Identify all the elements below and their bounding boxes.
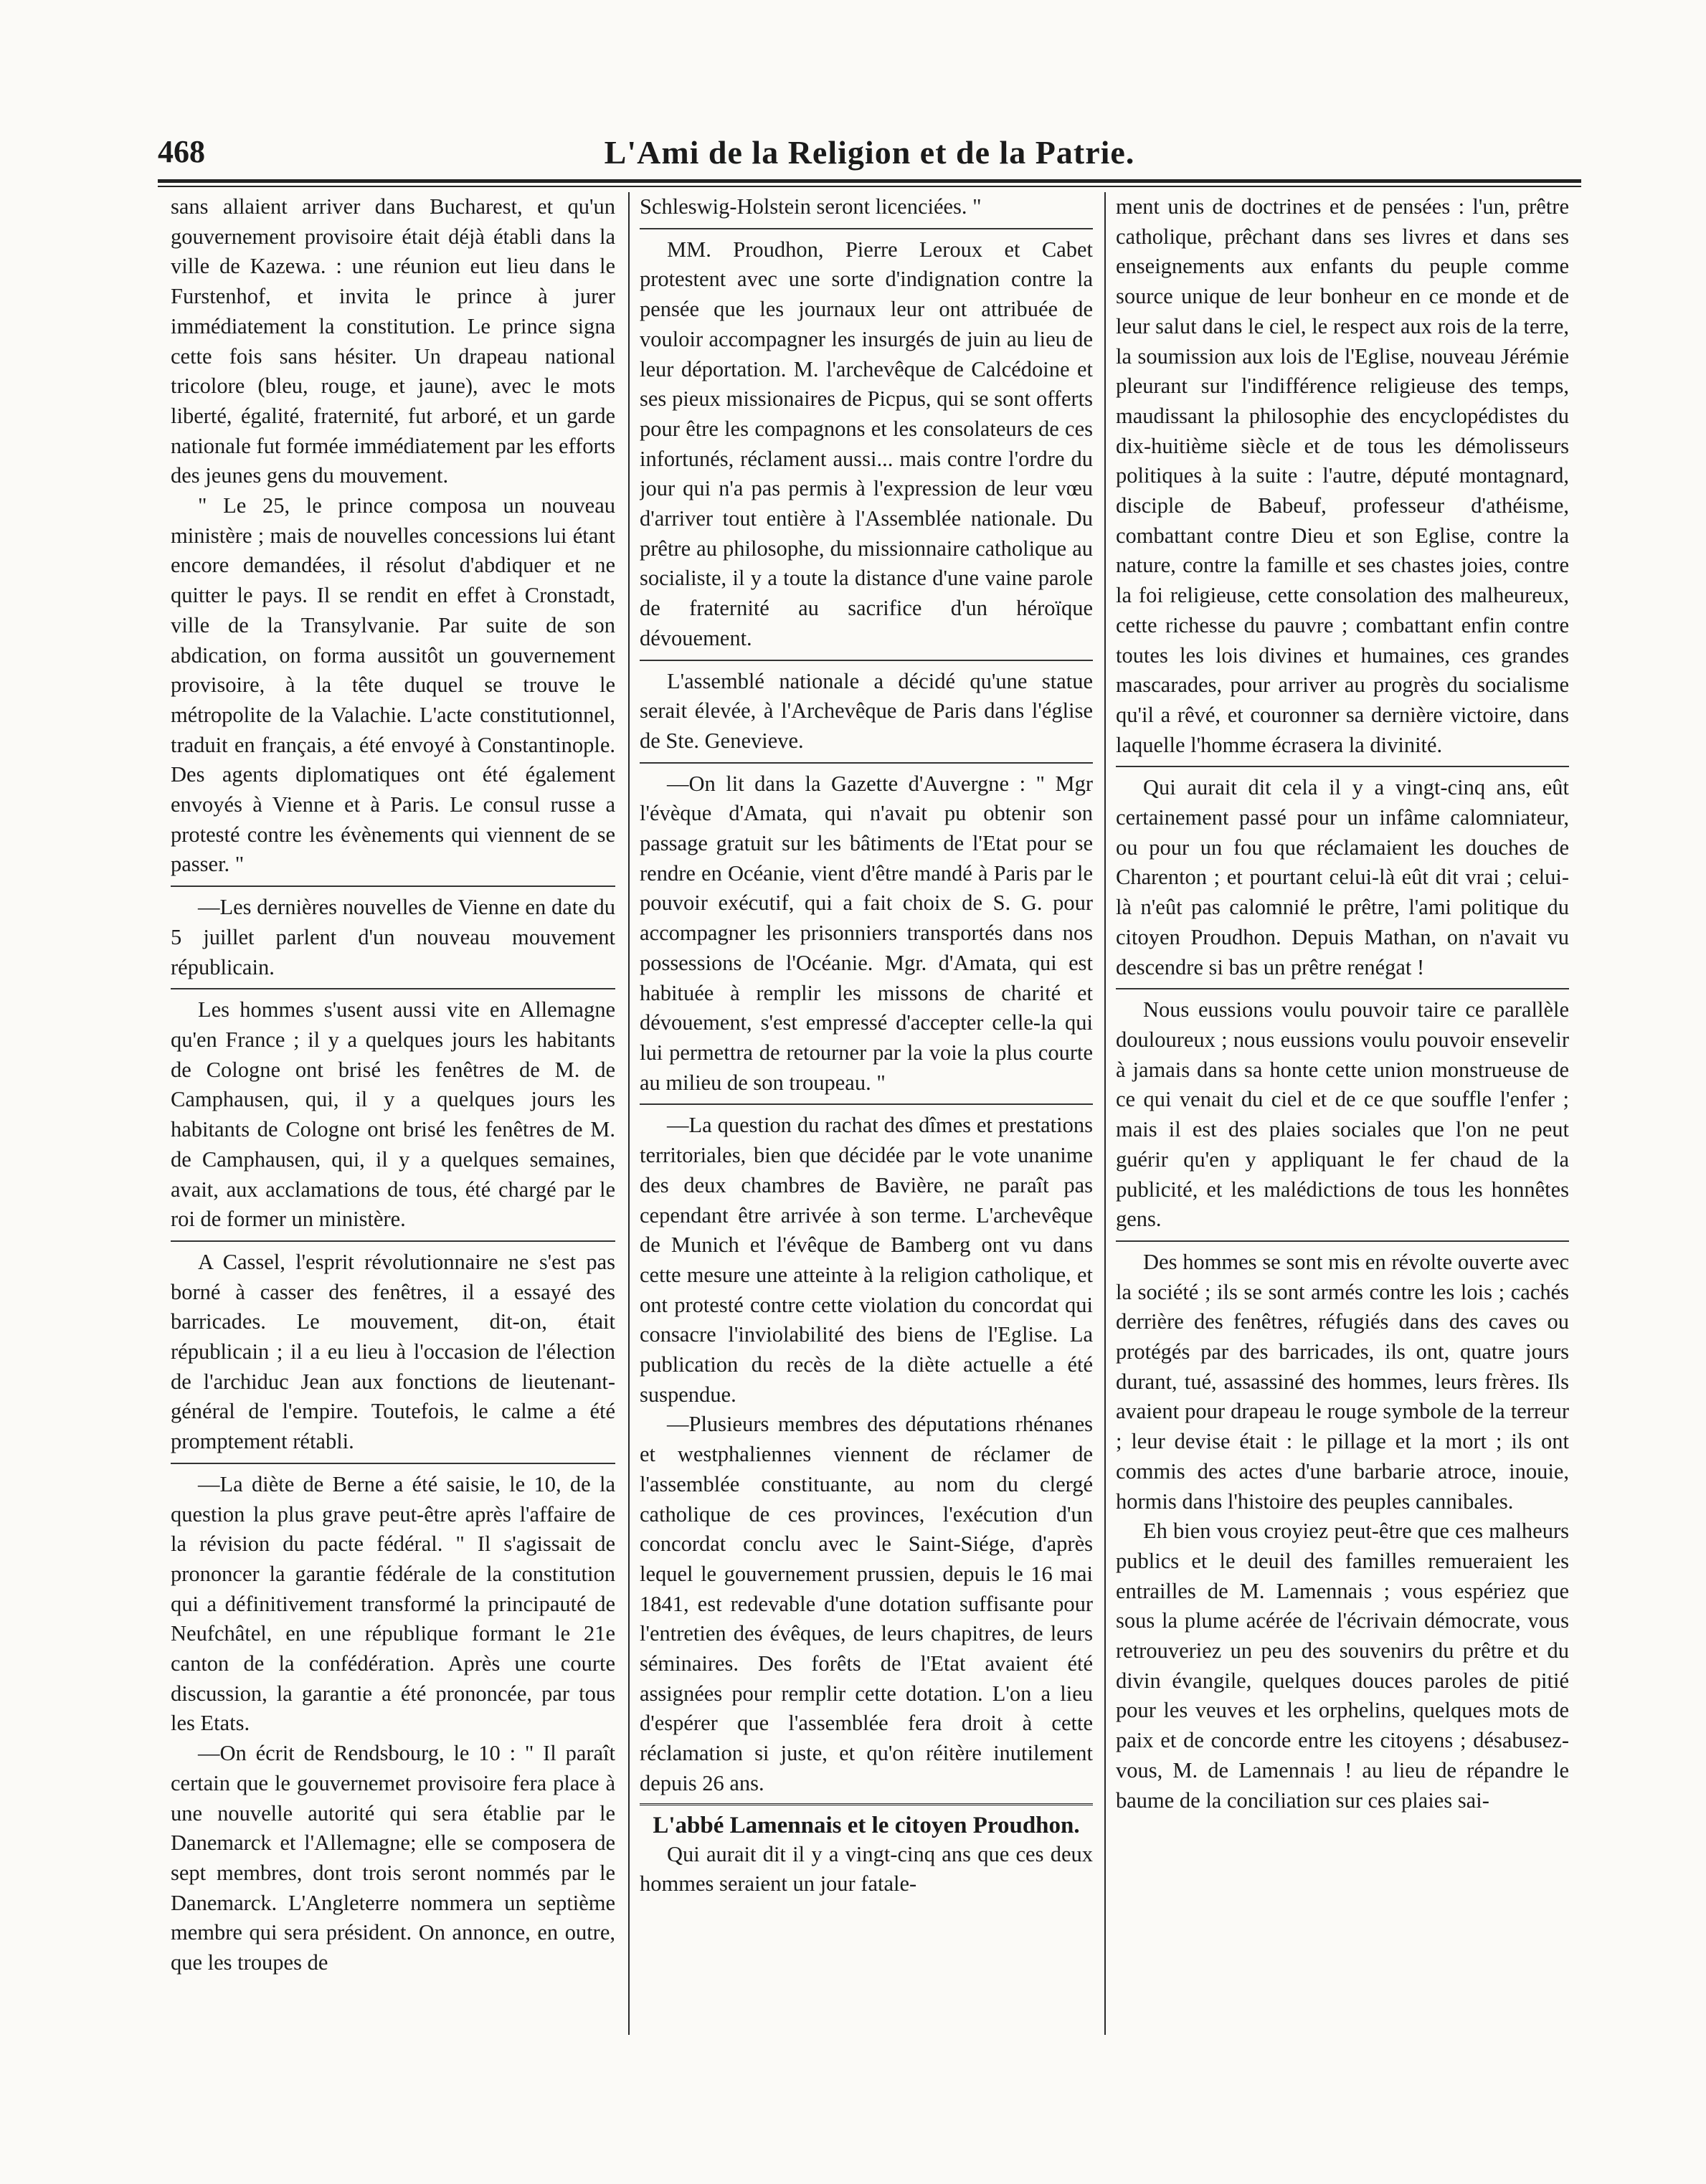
paragraph: —Les dernières nouvelles de Vienne en date du 5 juillet parlent d'un nouveau mouvement républicain. [171,895,615,979]
paragraph: L'assemblé nationale a décidé qu'une statue serait élevée, à l'Archevêque de Paris dans l'église de Ste. Genevieve. [640,668,1093,753]
separator [640,228,1093,229]
paragraph: —On lit dans la Gazette d'Auvergne : " Mgr l'évèque d'Amata, qui n'avait pu obtenir son passage gratuit sur les bâtiments de l'Etat pour se rendre en Océanie, vient d'être mandé à Paris par le pouvoir exécutif, qui a fait choix de S. G. pour accompagner les prisonniers transportés dans nos possessions de l'Océanie. Mgr. d'Amata, qui est habituée à remplir les missons de charité et dévouement, s'est empressé d'accepter celle-la qui lui permettra de retourner par la voie la plus courte au milieu de son troupeau. " [640,771,1093,1095]
separator [171,1463,615,1464]
column-1 [171,192,615,2035]
separator [1116,766,1569,767]
paragraph: sans allaient arriver dans Bucharest, et qu'un gouvernement provisoire était déjà établi dans la ville de Kazewa. : une réunion eut lieu dans le Furstenhof, et invita le prince à jurer immédiatement la constitution. Le prince signa cette fois sans hésiter. Un drapeau national tricolore (bleu, rouge, et jaune), avec le mots liberté, égalité, fraternité, fut arboré, et un garde nationale fut formée immédiatement par les efforts des jeunes gens du mouvement. [171,194,615,488]
paragraph: —La diète de Berne a été saisie, le 10, de la question la plus grave peut-être après l'affaire de la révision du pacte fédéral. " Il s'agissait de prononcer la garantie fédérale de la constitution qui a définitivement transformé la principauté de Neufchâtel, en une république formant le 21e canton de la confédération. Après une courte discussion, la garantie a été prononcée, par tous les Etats. [171,1471,615,1736]
paragraph: —On écrit de Rendsbourg, le 10 : " Il paraît certain que le gouvernemet provisoire fera place à une nouvelle autorité qui sera établie par le Danemarck et l'Allemagne; elle se composera de sept membres, dont trois seront nommés par le Danemarck. L'Angleterre nommera un septième membre qui sera président. On annonce, en outre, que les troupes de [171,1741,615,1975]
separator [640,660,1093,661]
page-header [158,128,1581,178]
separator [640,1103,1093,1105]
separator [1116,988,1569,989]
article-title: L'abbé Lamennais et le citoyen Proudhon. [653,1812,1080,1838]
paragraph: Nous eussions voulu pouvoir taire ce parallèle douloureux ; nous eussions voulu pouvoir ensevelir à jamais dans sa honte cette union monstrueuse de ce qui venait du ciel et de ce que souffle l'enfer ; mais il est des plaies sociales que l'on ne peut guérir qu'en y appliquant le fer chaud de la publicité, et les malédictions de tous les honnêtes gens. [1116,997,1569,1232]
paragraph: Eh bien vous croyiez peut-être que ces malheurs publics et le deuil des familles remueraient les entrailles de M. Lamennais ; vous espériez que sous la plume acérée de l'écrivain démocrate, vous retrouveriez un peu des souvenirs du prêtre et du divin évangile, quelques douces paroles de pitié pour les veuves et les orphelins, quelques mots de paix et de concorde entre les citoyens ; désabusez-vous, M. de Lamennais ! au lieu de répandre le baume de la conciliation sur ces plaies sai- [1116,1519,1569,1813]
separator [171,886,615,887]
header-rule [158,179,1581,183]
paragraph: —La question du rachat des dîmes et prestations territoriales, bien que décidée par le vote unanime des deux chambres de Bavière, ne paraît pas cependant être arrivée à son terme. L'archevêque de Munich et l'évêque de Bamberg ont vu dans cette mesure une atteinte à la religion catholique, et ont protesté contre cette violation du concordat qui consacre l'inviolabilité des biens de l'Eglise. La publication du recès de la diète actuelle a été suspendue. [640,1113,1093,1407]
paragraph: MM. Proudhon, Pierre Leroux et Cabet protestent avec une sorte d'indignation contre la pensée que les journaux leur ont attribuée de vouloir accompagner les insurgés de juin au lieu de leur déportation. M. l'archevêque de Calcédoine et ses pieux missionaires de Picpus, qui se sont offerts pour être les compagnons et les consolateurs de ces infortunés, réclament aussi... mais contre l'ordre du jour qui n'a pas permis à l'expression de leur vœu d'arriver tout entière à l'Assemblée nationale. Du prêtre au philosophe, du missionnaire catholique au socialiste, il y a toute la distance d'une vaine parole de fraternité au sacrifice d'un héroïque dévouement. [640,237,1093,650]
separator [171,988,615,989]
paragraph: —Plusieurs membres des députations rhénanes et westphaliennes viennent de réclamer de l'assemblée constituante, au nom du clergé catholique de ces provinces, l'exécution d'un concordat conclu avec le Saint-Siége, d'après lequel le gouvernement prussien, depuis le 16 mai 1841, est redevable d'une dotation suffisante pour l'entretien des évêques, de leurs chapitres, de leurs séminaires. Des forêts de l'Etat avaient été assignées pour remplir cette dotation. L'on a lieu d'espérer que l'assemblée fera droit à cette réclamation si juste, et qu'on réitère inutilement depuis 26 ans. [640,1412,1093,1795]
paragraph: A Cassel, l'esprit révolutionnaire ne s'est pas borné à casser des fenêtres, il a essayé des barricades. Le mouvement, dit-on, était républicain ; il a eu lieu à l'occasion de l'élection de l'archiduc Jean aux fonctions de lieutenant-général de l'empire. Toutefois, le calme a été promptement rétabli. [171,1249,615,1454]
separator [171,1240,615,1242]
column-divider [1104,192,1106,2035]
running-title: L'Ami de la Religion et de la Patrie. [604,134,1135,171]
separator [1116,1240,1569,1242]
page-number: 468 [158,134,205,169]
column-2 [640,192,1093,2035]
paragraph: Les hommes s'usent aussi vite en Allemagne qu'en France ; il y a quelques jours les habitants de Cologne ont brisé les fenêtres de M. de Camphausen, qui, il y a quelques jours les habitants de Cologne ont brisé les fenêtres de M. de Camphausen, qui, il y a quelques semaines, avait, aux acclamations de tous, été chargé par le roi de former un ministère. [171,997,615,1232]
article-separator [640,1803,1093,1805]
header-rule-thin [158,186,1581,187]
column-divider [628,192,630,2035]
paragraph: " Le 25, le prince composa un nouveau ministère ; mais de nouvelles concessions lui étant encore demandées, il résolut d'abdiquer et ne quitter le pays. Il se rendit en effet à Cronstadt, ville de la Transylvanie. Par suite de son abdication, on forma aussitôt un gouvernement provisoire, à la tête duquel se trouve le métropolite de la Valachie. L'acte constitutionnel, traduit en français, a été envoyé à Constantinople. Des agents diplomatiques ont été également envoyés à Vienne et à Paris. Le consul russe a protesté contre les évènements qui viennent de se passer. " [171,493,615,877]
paragraph: Schleswig-Holstein seront licenciées. " [640,194,982,219]
paragraph: Qui aurait dit il y a vingt-cinq ans que ces deux hommes seraient un jour fatale- [640,1841,1093,1896]
column-3 [1116,192,1569,2035]
paragraph: Qui aurait dit cela il y a vingt-cinq ans, eût certainement passé pour un infâme calomniateur, ou pour un fou que réclamaient les douches de Charenton ; et pourtant celui-là eût dit vrai ; celui-là n'eût pas calomnié le prêtre, l'ami politique du citoyen Proudhon. Depuis Mathan, on n'avait vu descendre si bas un prêtre renégat ! [1116,775,1569,979]
separator [640,762,1093,764]
paragraph: Des hommes se sont mis en révolte ouverte avec la société ; ils se sont armés contre les lois ; cachés derrière des fenêtres, réfugiés dans des caves ou protégés par des barricades, ils ont, quatre jours durant, tué, assassiné des hommes, leurs frères. Ils avaient pour drapeau le rouge symbole de la terreur ; leur devise était : le pillage et la mort ; ils ont commis des actes d'une barbarie atroce, inouie, hormis dans l'histoire des peuples cannibales. [1116,1249,1569,1514]
paragraph: ment unis de doctrines et de pensées : l'un, prêtre catholique, prêchant dans ses livres et dans ses enseignements aux enfants du peuple comme source unique de leur bonheur en ce monde et de leur salut dans le ciel, le respect aux rois de la terre, la soumission aux lois de l'Eglise, nouveau Jérémie pleurant sur l'indifférence religieuse des temps, maudissant la philosophie des encyclopédistes du dix-huitième siècle et de tous les démolisseurs politiques à la suite : l'autre, député montagnard, disciple de Babeuf, professeur d'athéisme, combattant contre Dieu et son Eglise, contre la nature, contre la famille et ses chastes joies, contre la foi religieuse, cette consolation des malheureux, cette richesse du pauvre ; combattant enfin contre toutes les lois divines et humaines, ces grandes mascarades, pour arriver au progrès du socialisme qu'il a rêvé, et couronner sa dernière victoire, dans laquelle l'homme écrasera la divinité. [1116,194,1569,757]
